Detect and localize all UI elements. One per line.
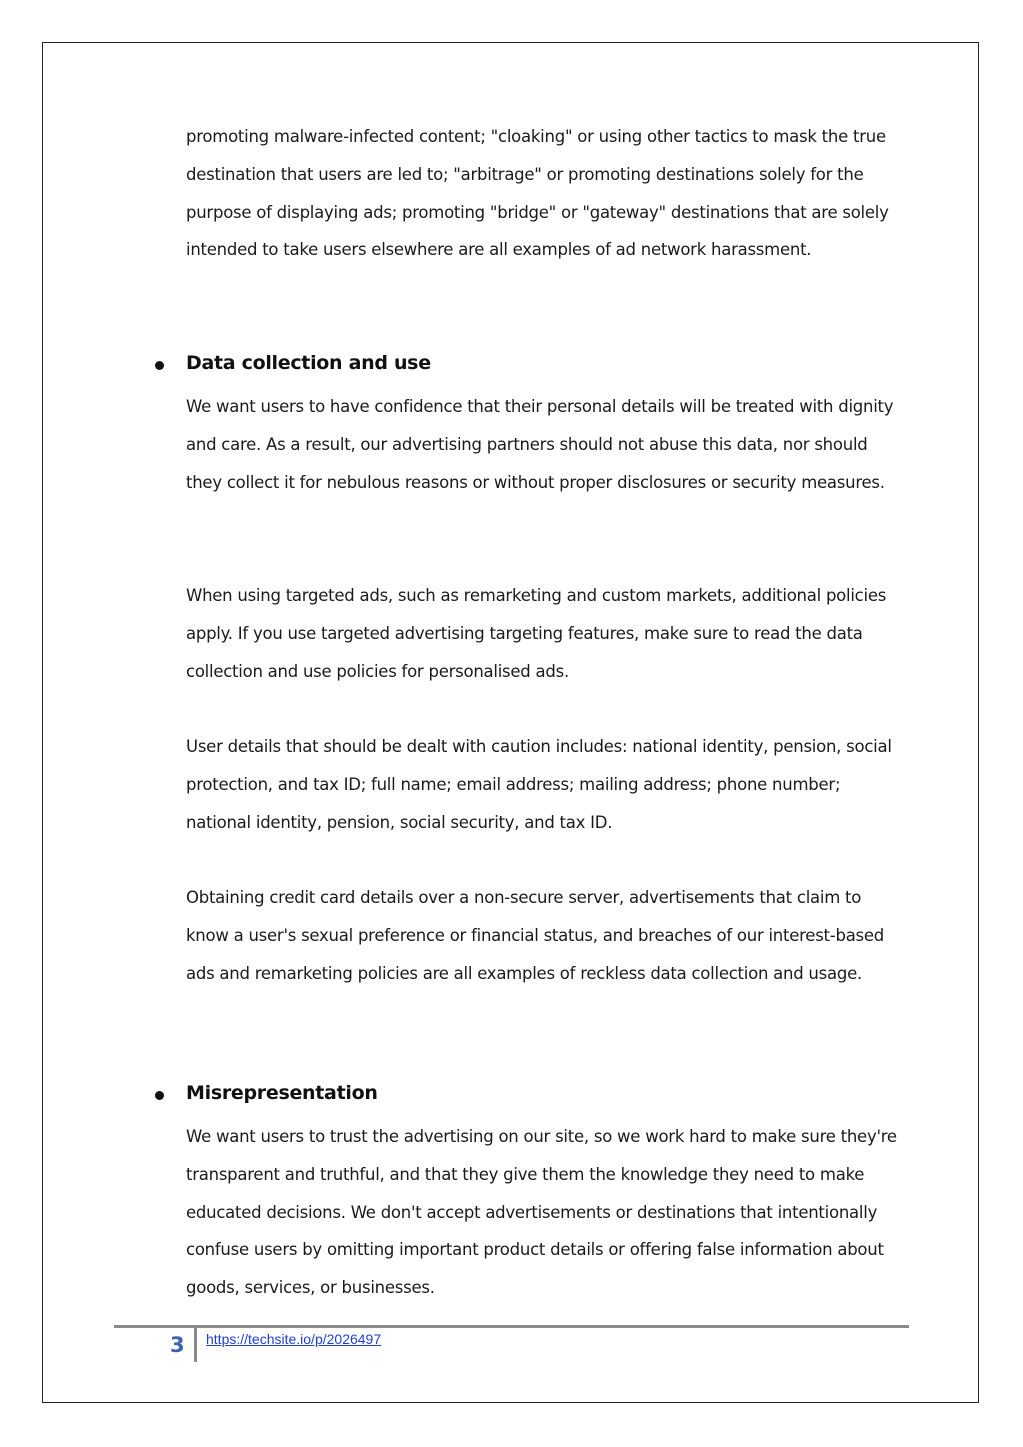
section-heading-misrepresentation: Misrepresentation bbox=[186, 1082, 378, 1104]
misrepresentation-paragraph-1 bbox=[186, 1118, 906, 1307]
intro-paragraph bbox=[186, 118, 906, 269]
footer-link[interactable]: https://techsite.io/p/2026497 bbox=[206, 1331, 382, 1347]
data-collection-paragraph-4 bbox=[186, 879, 906, 992]
page-number: 3 bbox=[170, 1333, 185, 1357]
data-collection-paragraph-2 bbox=[186, 577, 906, 690]
intro-text: promoting malware-infected content; "cloaking" or using other tactics to mask the true destination that users are led to; "arbitrage" or promoting destinations solely for the purpose of displaying ads; promoting "bridge" or "gateway" destinations that are solely intended to take users elsewhere are all examples of ad network harassment. bbox=[186, 127, 889, 260]
data-collection-paragraph-3 bbox=[186, 728, 906, 841]
footer-separator bbox=[194, 1328, 197, 1362]
bullet-icon bbox=[155, 361, 164, 370]
footer-divider bbox=[114, 1325, 909, 1328]
data-collection-paragraph-1 bbox=[186, 388, 906, 501]
paragraph-text: Obtaining credit card details over a non-secure server, advertisements that claim to know a user's sexual preference or financial status, and breaches of our interest-based ads and remarketing policies are all examples of reckless data collection and usage. bbox=[186, 888, 885, 983]
paragraph-text: We want users to trust the advertising on our site, so we work hard to make sure they're transparent and truthful, and that they give them the knowledge they need to make educated decisions. We don't accept advertisements or destinations that intentionally confuse users by omitting important product details or offering false information about goods, services, or businesses. bbox=[186, 1127, 897, 1298]
paragraph-text: We want users to have confidence that their personal details will be treated with dignity and care. As a result, our advertising partners should not abuse this data, nor should they collect it for nebulous reasons or without proper disclosures or security measures. bbox=[186, 397, 894, 492]
paragraph-text: When using targeted ads, such as remarketing and custom markets, additional policies apply. If you use targeted advertising targeting features, make sure to read the data collection and use policies for personalised ads. bbox=[186, 586, 887, 681]
section-heading-data-collection: Data collection and use bbox=[186, 352, 431, 374]
paragraph-text: User details that should be dealt with caution includes: national identity, pension, social protection, and tax ID; full name; email address; mailing address; phone number; national identity, pension, social security, and tax ID. bbox=[186, 737, 892, 832]
bullet-icon bbox=[155, 1091, 164, 1100]
